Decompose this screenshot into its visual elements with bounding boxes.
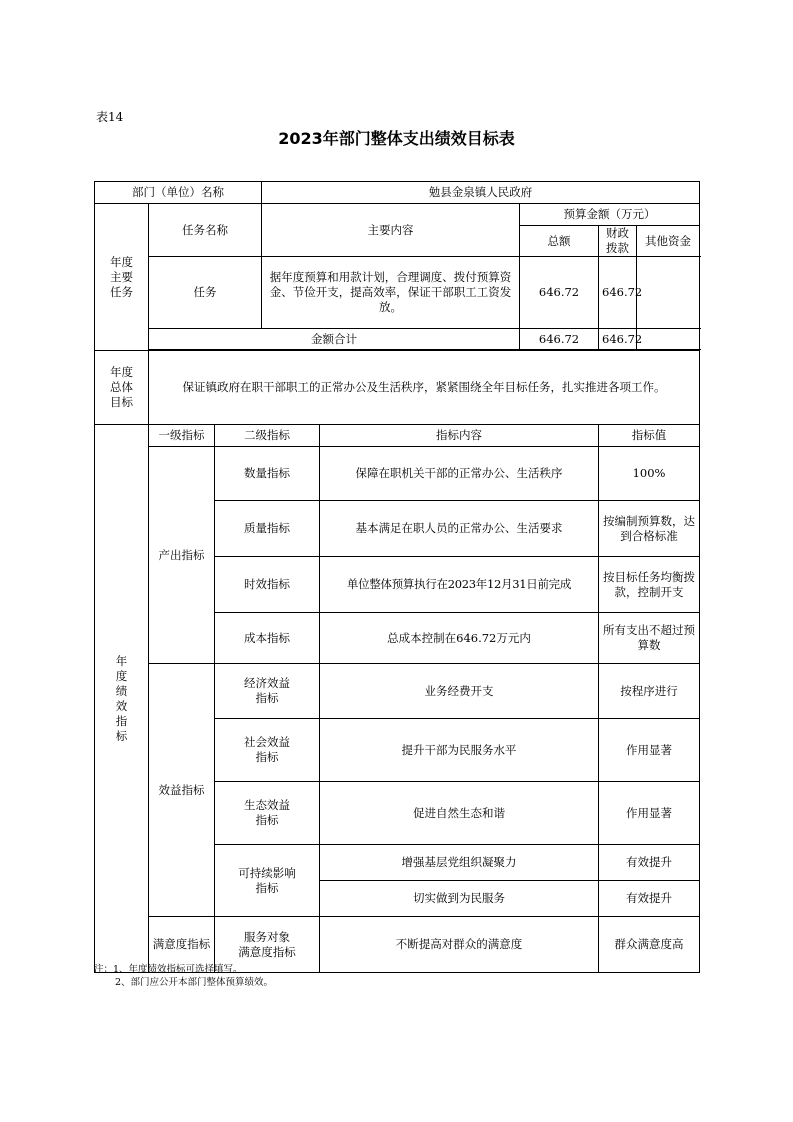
indicator-value: 作用显著 — [599, 719, 700, 782]
fiscal-header: 财政拨款 — [599, 226, 637, 257]
satisfaction-label: 满意度指标 — [149, 917, 215, 973]
footnote: 注：1、年度绩效指标可选择填写。 — [94, 964, 243, 975]
indicator-l2: 经济效益 指标 — [215, 664, 320, 719]
indicator-l2: 成本指标 — [215, 613, 320, 664]
document-title: 2023年部门整体支出绩效目标表 — [278, 129, 515, 148]
task-content: 据年度预算和用款计划，合理调度、拨付预算资金、节俭开支，提高效率，保证干部职工工资发放。 — [262, 257, 520, 329]
indicator-l2: 社会效益 指标 — [215, 719, 320, 782]
indicator-l2: 生态效益 指标 — [215, 782, 320, 845]
footnote: 2、部门应公开本部门整体预算绩效。 — [115, 977, 274, 988]
amount-total-label: 金额合计 — [149, 329, 520, 350]
indicator-value: 按程序进行 — [599, 664, 700, 719]
indicator-value: 所有支出不超过预算数 — [599, 613, 700, 664]
effect-label: 效益指标 — [149, 664, 215, 917]
task-row — [95, 257, 700, 329]
amount-other — [637, 329, 700, 350]
footnotes — [94, 963, 273, 989]
amount-fiscal: 646.72 — [599, 329, 637, 350]
indicator-value: 100% — [599, 447, 700, 501]
indicator-l2: 时效指标 — [215, 557, 320, 613]
task-total: 646.72 — [520, 257, 599, 329]
indicator-content: 切实做到为民服务 — [320, 881, 599, 917]
overall-goal-row — [95, 351, 700, 425]
indicator-value: 按目标任务均衡拨款，控制开支 — [599, 557, 700, 613]
dept-name: 勉县金泉镇人民政府 — [262, 182, 700, 204]
indicator-row — [95, 447, 700, 501]
indicator-l2: 质量指标 — [215, 501, 320, 557]
indicator-value: 按编制预算数，达到合格标准 — [599, 501, 700, 557]
performance-table — [94, 181, 700, 973]
indicator-content: 业务经费开支 — [320, 664, 599, 719]
amount-total-row — [95, 329, 700, 350]
indicator-content: 基本满足在职人员的正常办公、生活要求 — [320, 501, 599, 557]
total-header: 总额 — [520, 226, 599, 257]
budget-header: 预算金额（万元） — [520, 204, 700, 226]
indicator-content: 促进自然生态和谐 — [320, 782, 599, 845]
task-name-header: 任务名称 — [149, 204, 262, 257]
task-fiscal: 646.72 — [599, 257, 637, 329]
perf-label: 年 度 绩 效 指 标 — [95, 425, 149, 973]
dept-label: 部门（单位）名称 — [95, 182, 262, 204]
overall-goal-text: 保证镇政府在职干部职工的正常办公及生活秩序，紧紧围绕全年目标任务，扎实推进各项工作。 — [149, 351, 700, 425]
indicator-content: 不断提高对群众的满意度 — [320, 917, 599, 973]
task-header-row — [95, 204, 700, 226]
output-label: 产出指标 — [149, 447, 215, 664]
task-other — [637, 257, 700, 329]
indicator-row — [95, 664, 700, 719]
amount-total: 646.72 — [520, 329, 599, 350]
indicator-header-row — [95, 425, 700, 447]
value-header: 指标值 — [599, 425, 700, 447]
level2-header: 二级指标 — [215, 425, 320, 447]
annual-tasks-label: 年度 主要 任务 — [95, 204, 149, 351]
overall-goal-label: 年度 总体 目标 — [95, 351, 149, 425]
indicator-value: 有效提升 — [599, 881, 700, 917]
other-header: 其他资金 — [637, 226, 700, 257]
level1-header: 一级指标 — [149, 425, 215, 447]
indicator-value: 有效提升 — [599, 845, 700, 881]
task-name: 任务 — [149, 257, 262, 329]
indicator-l2: 数量指标 — [215, 447, 320, 501]
indicator-value: 作用显著 — [599, 782, 700, 845]
dept-row — [95, 182, 700, 204]
content-header: 指标内容 — [320, 425, 599, 447]
main-content-header: 主要内容 — [262, 204, 520, 257]
indicator-l2: 服务对象 满意度指标 — [215, 917, 320, 973]
indicator-l2: 可持续影响 指标 — [215, 845, 320, 917]
indicator-content: 增强基层党组织凝聚力 — [320, 845, 599, 881]
indicator-content: 保障在职机关干部的正常办公、生活秩序 — [320, 447, 599, 501]
indicator-value: 群众满意度高 — [599, 917, 700, 973]
table-number: 表14 — [96, 110, 124, 124]
indicator-content: 单位整体预算执行在2023年12月31日前完成 — [320, 557, 599, 613]
indicator-content: 总成本控制在646.72万元内 — [320, 613, 599, 664]
indicator-content: 提升干部为民服务水平 — [320, 719, 599, 782]
